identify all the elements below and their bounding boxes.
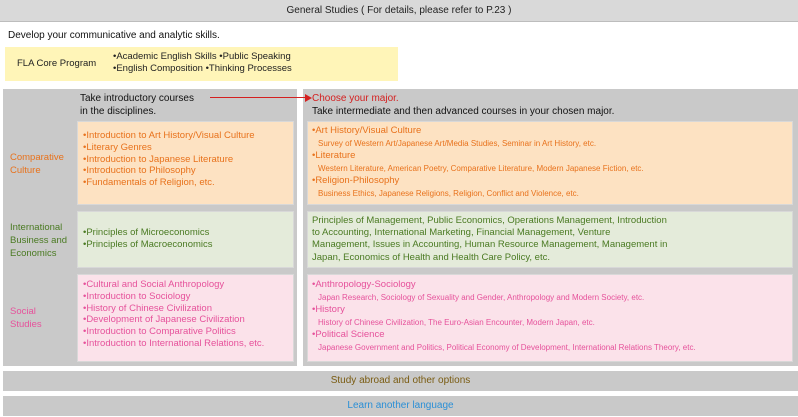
comparative-label-line-2: Culture (10, 165, 41, 176)
business-intro-list (83, 227, 213, 251)
major-courses: Japan Research, Sociology of Sexuality and Gender, Anthropology and Modern Society, etc. (318, 293, 645, 302)
major-courses: History of Chinese Civilization, The Euro-Asian Encounter, Modern Japan, etc. (318, 318, 595, 327)
introductory-heading-line-1: Take introductory courses (80, 93, 194, 104)
social-intro-box (77, 274, 294, 362)
study-abroad-bar: Study abroad and other options (3, 371, 798, 391)
comparative-intro-box (77, 121, 294, 205)
major-courses: Western Literature, American Poetry, Comparative Literature, Modern Japanese Fiction, etc. (318, 164, 644, 173)
learn-language-bar: Learn another language (3, 396, 798, 416)
major-heading (312, 92, 614, 118)
major-heading-item: •Art History/Visual Culture (312, 125, 422, 136)
comparative-culture-label (10, 151, 64, 177)
major-heading-item: •Anthropology-Sociology (312, 279, 416, 290)
comparative-intro-list (83, 130, 255, 189)
comparative-major-box (307, 121, 793, 205)
business-economics-label (10, 221, 67, 260)
list-item: •History of Chinese Civilization (83, 302, 212, 314)
list-item: •Introduction to Philosophy (83, 165, 196, 177)
major-courses: Survey of Western Art/Japanese Art/Media Studies, Seminar in Art History, etc. (318, 139, 597, 148)
fla-line-2: •English Composition •Thinking Processes (113, 63, 292, 74)
fla-line-1: •Academic English Skills •Public Speaking (113, 51, 291, 62)
major-courses: to Accounting, International Marketing, Financial Management, Venture (312, 227, 611, 239)
fla-label: FLA Core Program (17, 58, 97, 69)
arrow-right-icon (305, 94, 312, 102)
social-label-line-2: Studies (10, 319, 42, 330)
major-heading-item: •History (312, 304, 345, 315)
list-item: •Introduction to Japanese Literature (83, 153, 234, 165)
comparative-major-list (312, 125, 644, 200)
list-item: •Principles of Macroeconomics (83, 238, 213, 250)
major-heading-item: •Religion-Philosophy (312, 175, 400, 186)
list-item: •Literary Genres (83, 141, 152, 153)
list-item: •Development of Japanese Civilization (83, 314, 245, 326)
social-intro-list (83, 279, 264, 350)
arrow-line (210, 97, 307, 98)
choose-major-text: Choose your major. (312, 93, 399, 104)
major-courses: Management, Issues in Accounting, Human Resource Management, Management in (312, 239, 668, 251)
introductory-heading (80, 92, 194, 118)
list-item: •Introduction to Art History/Visual Culture (83, 130, 255, 141)
business-intro-box (77, 211, 294, 268)
major-courses: Business Ethics, Japanese Religions, Religion, Conflict and Violence, etc. (318, 189, 579, 198)
list-item: •Introduction to Sociology (83, 290, 191, 302)
social-major-box (307, 274, 793, 362)
social-major-list (312, 279, 696, 354)
list-item: •Principles of Microeconomics (83, 227, 210, 238)
business-label-line-1: International (10, 222, 63, 233)
list-item: •Introduction to Comparative Politics (83, 326, 236, 338)
list-item: •Introduction to International Relations, etc. (83, 337, 265, 349)
fla-core-program-box (5, 47, 398, 81)
comparative-label-line-1: Comparative (10, 152, 64, 163)
major-courses: Principles of Management, Public Economics, Operations Management, Introduction (312, 215, 667, 226)
list-item: •Fundamentals of Religion, etc. (83, 177, 215, 189)
business-major-box (307, 211, 793, 268)
fla-items (113, 51, 292, 75)
social-studies-label (10, 305, 42, 331)
major-heading-item: •Literature (312, 150, 356, 161)
page-header: General Studies ( For details, please refer to P.23 ) (0, 0, 798, 22)
major-heading-line-2: Take intermediate and then advanced courses in your chosen major. (312, 106, 615, 117)
business-label-line-3: Economics (10, 248, 57, 259)
business-label-line-2: Business and (10, 235, 68, 246)
major-courses: Japan, Economics of Health and Health Care Policy, etc. (312, 251, 550, 263)
social-label-line-1: Social (10, 306, 36, 317)
list-item: •Cultural and Social Anthropology (83, 279, 225, 290)
intro-text: Develop your communicative and analytic skills. (8, 30, 220, 41)
major-courses: Japanese Government and Politics, Political Economy of Development, International Relations Theory, etc. (318, 343, 696, 352)
business-major-text (312, 215, 667, 264)
introductory-heading-line-2: in the disciplines. (80, 106, 157, 117)
major-heading-item: •Political Science (312, 329, 385, 340)
